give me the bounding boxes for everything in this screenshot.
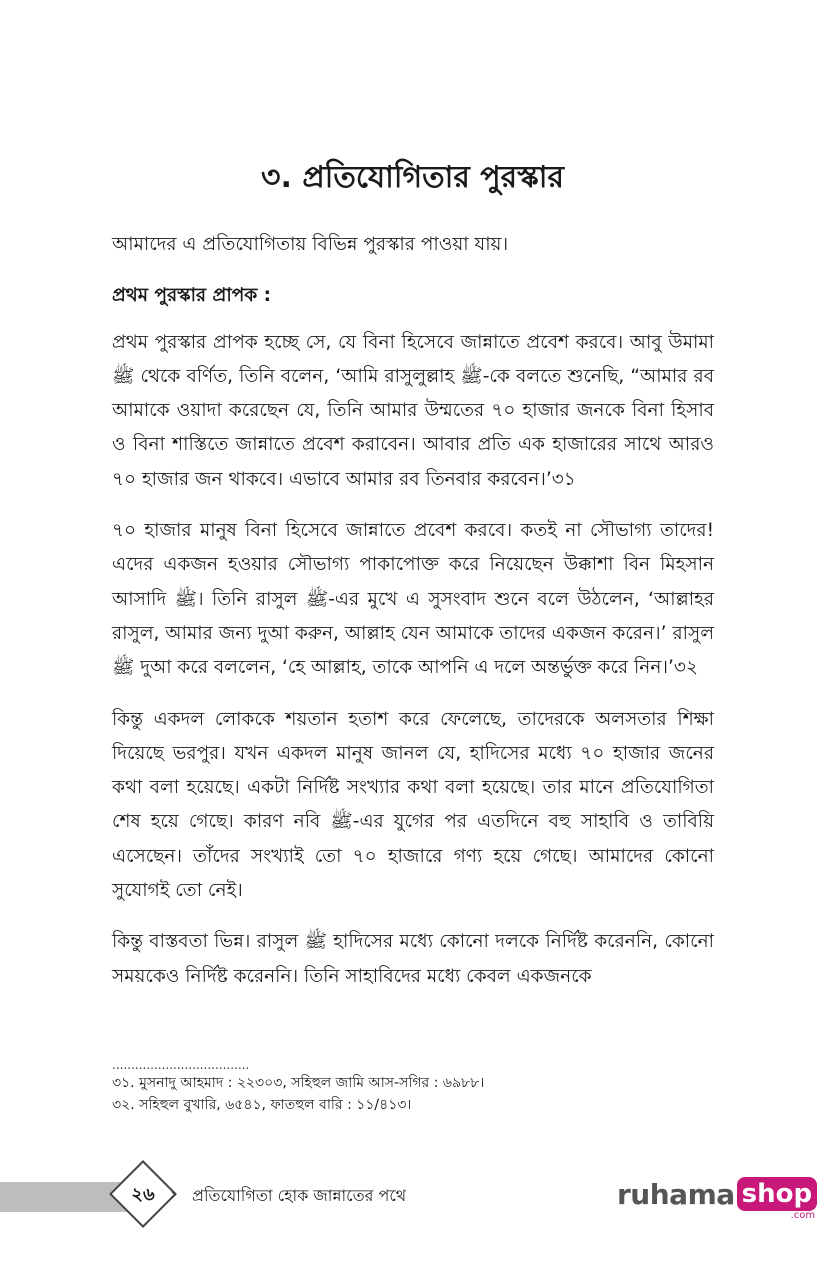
footnotes [112,1058,714,1116]
paragraph-3: কিন্তু একদল লোককে শয়তান হতাশ করে ফেলেছে, তাদেরকে অলসতার শিক্ষা দিয়েছে ভরপুর। যখন একদল মানুষ জানল যে, হাদিসের মধ্যে ৭০ হাজার জনের কথা বলা হয়েছে। একটা নির্দিষ্ট সংখ্যার কথা বলা হয়েছে। তার মানে প্রতিযোগিতা শেষ হয়ে গেছে। কারণ নবি ﷺ-এর যুগের পর এতদিনে বহু সাহাবি ও তাবিয়ি এসেছেন। তাঁদের সংখ্যাই তো ৭০ হাজারে গণ্য হয়ে গেছে। আমাদের কোনো সুযোগই তো নেই। [112,708,714,902]
book-title: প্রতিযোগিতা হোক জান্নাতের পথে [192,1186,407,1205]
logo-text-ruhama: ruhama [617,1178,735,1211]
footnote-32: ৩২. সহিহুল বুখারি, ৬৫৪১, ফাতহুল বারি : ১১/৪১৩। [112,1097,412,1113]
footnote-31: ৩১. মুসনাদু আহমাদ : ২২৩০৩, সহিহুল জামি আস-সগির : ৬৯৮৮। [112,1075,485,1091]
subheading: প্রথম পুরস্কার প্রাপক : [112,285,272,307]
paragraph-1: প্রথম পুরস্কার প্রাপক হচ্ছে সে, যে বিনা হিসেবে জান্নাতে প্রবেশ করবে। আবু উমামা ﷺ থেকে বর্ণিত, তিনি বলেন, ‘আমি রাসুলুল্লাহ ﷺ-কে বলতে শুনেছি, “আমার রব আমাকে ওয়াদা করেছেন যে, তিনি আমার উম্মতের ৭০ হাজার জনকে বিনা হিসাব ও বিনা শাস্তিতে জান্নাতে প্রবেশ করাবেন। আবার প্রতি এক হাজারের সাথে আরও ৭০ হাজার জন থাকবে। এভাবে আমার রব তিনবার করবেন।’৩১ [112,331,714,490]
chevron-right-icon: › [170,1184,178,1205]
body-text [112,228,714,1011]
ruhamashop-logo [617,1177,817,1221]
footnote-separator: .................................... [112,1058,250,1072]
page-number: ২৬ [131,1184,155,1205]
logo-text-com: .com [790,1210,816,1221]
paragraph-2: ৭০ হাজার মানুষ বিনা হিসেবে জান্নাতে প্রবেশ করবে। কতই না সৌভাগ্য তাদের! এদের একজন হওয়ার সৌভাগ্য পাকাপোক্ত করে নিয়েছেন উক্কাশা বিন মিহসান আসাদি ﷺ। তিনি রাসুল ﷺ-এর মুখে এ সুসংবাদ শুনে বলে উঠলেন, ‘আল্লাহর রাসুল, আমার জন্য দুআ করুন, আল্লাহ যেন আমাকে তাদের একজন করেন।’ রাসুল ﷺ দুআ করে বললেন, ‘হে আল্লাহ, তাকে আপনি এ দলে অন্তর্ভুক্ত করে নিন।’৩২ [112,520,714,679]
chapter-title: ৩. প্রতিযোগিতার পুরস্কার [261,160,564,195]
paragraph-4: কিন্তু বাস্তবতা ভিন্ন। রাসুল ﷺ হাদিসের মধ্যে কোনো দলকে নির্দিষ্ট করেননি, কোনো সময়কেও নির্দিষ্ট করেননি। তিনি সাহাবিদের মধ্যে কেবল একজনকে [112,931,714,987]
paragraph-intro: আমাদের এ প্রতিযোগিতায় বিভিন্ন পুরস্কার পাওয়া যায়। [112,234,509,255]
logo-text-shop: shop [737,1177,817,1211]
